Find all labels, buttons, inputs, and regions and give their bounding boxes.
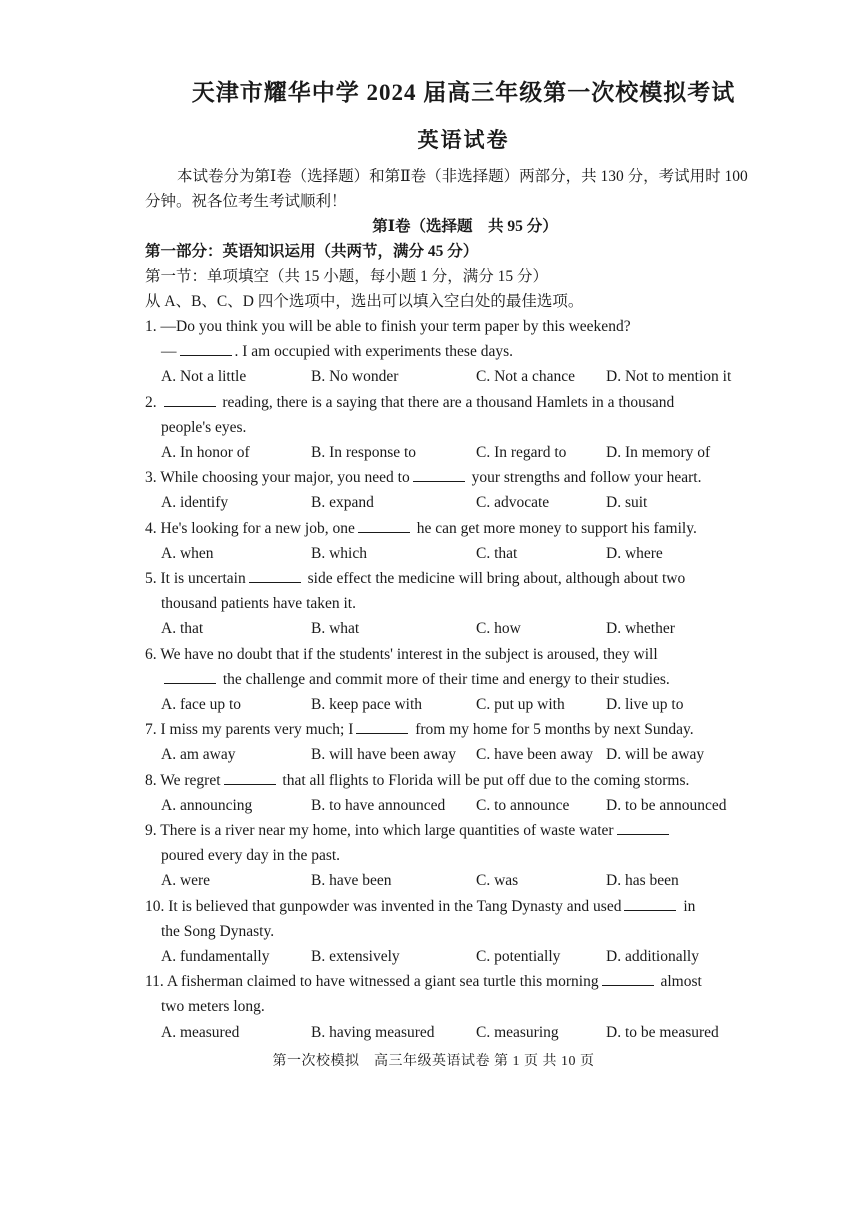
- section-heading: 第Ⅰ卷（选择题 共 95 分）: [372, 218, 558, 235]
- question-text-after-blank: side effect the medicine will bring about, although about two: [303, 570, 686, 588]
- question-continuation: [145, 994, 785, 1019]
- option-d: D. In memory of: [606, 444, 711, 462]
- question-number: 5.: [145, 570, 157, 588]
- option-d: D. Not to mention it: [606, 368, 732, 386]
- question-item: [145, 465, 785, 515]
- option-d: D. suit: [606, 494, 648, 512]
- part-heading: 第一部分：英语知识运用（共两节，满分 45 分）: [145, 243, 479, 260]
- question-item: [145, 818, 785, 894]
- question-number: 10.: [145, 897, 165, 915]
- option-a: A. measured: [161, 1023, 240, 1041]
- question-number: 11.: [145, 973, 164, 991]
- option-c: C. measuring: [476, 1023, 559, 1041]
- option-a: A. announcing: [161, 796, 253, 814]
- option-d: D. whether: [606, 620, 675, 638]
- answer-blank: [602, 971, 654, 986]
- question-stem: [145, 390, 785, 415]
- question-stem: [145, 894, 785, 919]
- option-d: D. will be away: [606, 746, 705, 764]
- answer-blank: [413, 467, 465, 482]
- option-c: C. that: [476, 544, 518, 562]
- option-d: D. to be announced: [606, 796, 727, 814]
- continuation-text: poured every day in the past.: [161, 847, 341, 865]
- question-continuation: [145, 339, 785, 364]
- option-c: C. was: [476, 872, 519, 890]
- option-c: C. advocate: [476, 494, 550, 512]
- question-list: [145, 314, 785, 1045]
- option-row: [145, 692, 785, 717]
- exam-title: 天津市耀华中学 2024 届高三年级第一次校模拟考试: [191, 80, 736, 105]
- option-row: [145, 541, 785, 566]
- intro-line-2: 分钟。祝各位考生考试顺利！: [145, 193, 347, 210]
- option-b: B. having measured: [311, 1023, 435, 1041]
- continuation-text: people's eyes.: [161, 418, 247, 436]
- option-b: B. No wonder: [311, 368, 399, 386]
- option-c: C. put up with: [476, 696, 565, 714]
- option-c: C. potentially: [476, 948, 561, 966]
- option-row: [145, 440, 785, 465]
- question-number: 1.: [145, 318, 157, 335]
- question-text-after-blank: in: [679, 897, 696, 915]
- question-stem: [145, 566, 785, 591]
- exam-body: [145, 164, 785, 1045]
- question-number: 4.: [145, 519, 157, 537]
- question-number: 8.: [145, 771, 157, 789]
- question-text-after-blank: from my home for 5 months by next Sunday.: [411, 721, 694, 739]
- option-b: B. to have announced: [311, 796, 446, 814]
- question-text-after-blank: that all flights to Florida will be put off due to the coming storms.: [278, 771, 690, 789]
- option-c: C. In regard to: [476, 444, 567, 462]
- question-number: 6.: [145, 645, 157, 663]
- answer-blank: [249, 568, 301, 583]
- intro-line-1: 本试卷分为第Ⅰ卷（选择题）和第Ⅱ卷（非选择题）两部分，共 130 分，考试用时 100: [177, 168, 748, 185]
- option-row: [145, 793, 785, 818]
- option-row: [145, 742, 785, 767]
- option-a: A. am away: [161, 746, 236, 764]
- option-b: B. which: [311, 544, 367, 562]
- answer-blank: [224, 770, 276, 785]
- option-d: D. has been: [606, 872, 679, 890]
- continuation-text: two meters long.: [161, 998, 265, 1016]
- option-b: B. In response to: [311, 444, 417, 462]
- option-row: [145, 490, 785, 515]
- question-stem: [145, 969, 785, 994]
- question-stem: [145, 818, 785, 843]
- option-c: C. have been away: [476, 746, 594, 764]
- option-row: [145, 944, 785, 969]
- option-a: A. were: [161, 872, 211, 890]
- question-text-after-blank: your strengths and follow your heart.: [467, 469, 702, 487]
- question-number: 3.: [145, 469, 157, 487]
- question-number: 2.: [145, 393, 157, 411]
- answer-blank: [358, 518, 410, 533]
- question-number: 9.: [145, 822, 157, 840]
- question-text: We regret: [160, 771, 221, 789]
- question-text: It is uncertain: [160, 570, 246, 588]
- option-b: B. keep pace with: [311, 696, 423, 714]
- question-text: He's looking for a new job, one: [160, 519, 355, 537]
- option-row: [145, 1020, 785, 1045]
- question-item: [145, 566, 785, 642]
- question-item: [145, 969, 785, 1045]
- question-stem: [145, 642, 785, 667]
- option-b: B. have been: [311, 872, 392, 890]
- question-item: [145, 642, 785, 718]
- question-item: [145, 314, 785, 390]
- option-b: B. extensively: [311, 948, 400, 966]
- exam-subtitle: 英语试卷: [417, 128, 510, 152]
- answer-blank: [356, 719, 408, 734]
- question-text: It is believed that gunpowder was invented in the Tang Dynasty and used: [168, 897, 622, 915]
- option-b: B. what: [311, 620, 360, 638]
- option-d: D. where: [606, 544, 663, 562]
- option-d: D. live up to: [606, 696, 684, 714]
- option-a: A. fundamentally: [161, 948, 270, 966]
- answer-blank: [164, 392, 216, 407]
- option-d: D. additionally: [606, 948, 699, 966]
- question-stem: [145, 516, 785, 541]
- option-row: [145, 364, 785, 389]
- option-d: D. to be measured: [606, 1023, 719, 1041]
- question-continuation: [145, 843, 785, 868]
- page-footer: 第一次校模拟 高三年级英语试卷 第 1 页 共 10 页: [272, 1054, 595, 1069]
- answer-blank: [617, 820, 669, 835]
- question-text: There is a river near my home, into which large quantities of waste water: [160, 822, 614, 840]
- intro-paragraph: [145, 164, 785, 214]
- option-a: A. In honor of: [161, 444, 250, 462]
- option-a: A. Not a little: [161, 368, 247, 386]
- option-a: A. that: [161, 620, 204, 638]
- question-text-after-blank: almost: [656, 973, 702, 991]
- subsection-heading: 第一节：单项填空（共 15 小题，每小题 1 分，满分 15 分）: [145, 268, 549, 285]
- option-a: A. when: [161, 544, 214, 562]
- question-text: A fisherman claimed to have witnessed a giant sea turtle this morning: [166, 973, 599, 991]
- question-stem: [145, 465, 785, 490]
- option-b: B. expand: [311, 494, 374, 512]
- question-continuation: [145, 591, 785, 616]
- answer-blank: [624, 896, 676, 911]
- question-stem: [145, 717, 785, 742]
- continuation-text: thousand patients have taken it.: [161, 595, 356, 613]
- question-text: While choosing your major, you need to: [160, 469, 410, 487]
- question-stem: [145, 314, 785, 339]
- question-text: I miss my parents very much; I: [160, 721, 354, 739]
- question-continuation: [145, 667, 785, 692]
- question-item: [145, 894, 785, 970]
- question-text: —Do you think you will be able to finish your term paper by this weekend?: [160, 318, 631, 335]
- question-text: We have no doubt that if the students' interest in the subject is aroused, they will: [160, 645, 658, 663]
- question-number: 7.: [145, 721, 157, 739]
- option-c: C. Not a chance: [476, 368, 575, 386]
- question-text-after-blank: he can get more money to support his family.: [412, 519, 697, 537]
- question-item: [145, 516, 785, 566]
- option-row: [145, 616, 785, 641]
- question-continuation: [145, 919, 785, 944]
- option-a: A. face up to: [161, 696, 242, 714]
- question-continuation: [145, 415, 785, 440]
- instruction-text: 从 A、B、C、D 四个选项中，选出可以填入空白处的最佳选项。: [145, 293, 584, 310]
- question-item: [145, 717, 785, 767]
- question-text-after-blank: reading, there is a saying that there are a thousand Hamlets in a thousand: [218, 393, 675, 411]
- option-b: B. will have been away: [311, 746, 457, 764]
- continuation-text: the Song Dynasty.: [161, 922, 275, 940]
- answer-blank: [164, 669, 216, 684]
- answer-blank: [180, 341, 232, 356]
- option-row: [145, 868, 785, 893]
- question-item: [145, 390, 785, 466]
- option-a: A. identify: [161, 494, 229, 512]
- option-c: C. how: [476, 620, 521, 638]
- continuation-text: the challenge and commit more of their time and energy to their studies.: [219, 670, 670, 688]
- option-c: C. to announce: [476, 796, 570, 814]
- question-stem: [145, 768, 785, 793]
- continuation-prefix: —: [161, 343, 177, 361]
- question-item: [145, 768, 785, 818]
- continuation-text: . I am occupied with experiments these days.: [234, 343, 513, 361]
